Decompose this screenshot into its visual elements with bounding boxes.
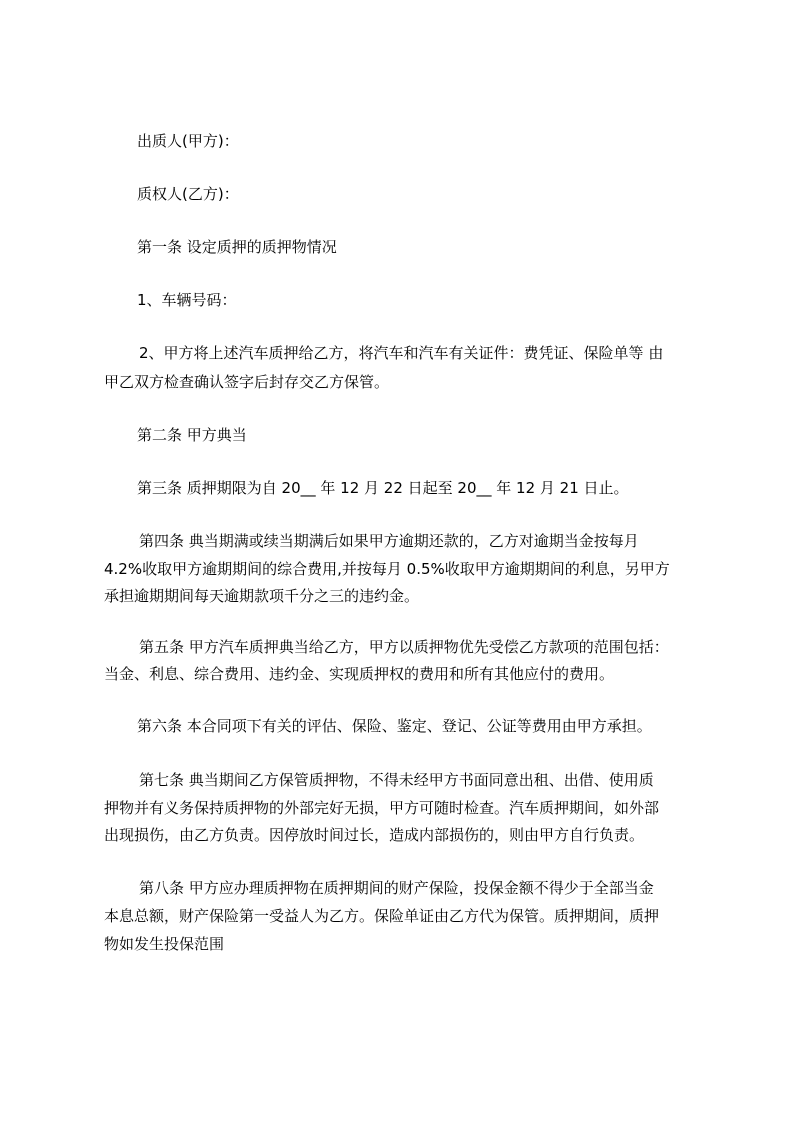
pledgee-line: 质权人(乙方)： [137, 185, 239, 203]
item-1-line: 1、车辆号码： [137, 291, 237, 309]
item-2-line-2: 甲乙双方检查确认签字后封存交乙方保管。 [104, 373, 390, 391]
article-3-line: 第三条 质押期限为自 20__ 年 12 月 22 日起至 20__ 年 12 月 21 日止。 [137, 479, 629, 497]
article-5-line-1: 第五条 甲方汽车质押典当给乙方，甲方以质押物优先受偿乙方款项的范围包括： [139, 638, 669, 656]
article-8-line-1: 第八条 甲方应办理质押物在质押期间的财产保险，投保金额不得少于全部当金 [139, 879, 654, 897]
pledgor-line: 出质人(甲方)： [137, 132, 239, 150]
article-5-line-2: 当金、利息、综合费用、违约金、实现质押权的费用和所有其他应付的费用。 [104, 665, 615, 683]
article-8-line-3: 物如发生投保范围 [104, 935, 225, 953]
article-8-line-2: 本息总额，财产保险第一受益人为乙方。保险单证由乙方代为保管。质押期间，质押 [104, 907, 660, 925]
article-7-line-3: 出现损伤，由乙方负责。因停放时间过长，造成内部损伤的，则由甲方自行负责。 [104, 826, 645, 844]
article-4-line-1: 第四条 典当期满或续当期满后如果甲方逾期还款的，乙方对逾期当金按每月 [139, 532, 639, 550]
article-4-line-3: 承担逾期期间每天逾期款项千分之三的违约金。 [104, 587, 420, 605]
article-1-heading: 第一条 设定质押的质押物情况 [137, 238, 337, 256]
article-7-line-2: 押物并有义务保持质押物的外部完好无损，甲方可随时检查。汽车质押期间，如外部 [104, 799, 660, 817]
article-2-line: 第二条 甲方典当 [137, 426, 247, 444]
article-6-line: 第六条 本合同项下有关的评估、保险、鉴定、登记、公证等费用由甲方承担。 [137, 717, 652, 735]
item-2-line-1: 2、甲方将上述汽车质押给乙方，将汽车和汽车有关证件：费凭证、保险单等 由 [139, 344, 664, 362]
article-7-line-1: 第七条 典当期间乙方保管质押物，不得未经甲方书面同意出租、出借、使用质 [139, 771, 654, 789]
article-4-line-2: 4.2%收取甲方逾期期间的综合费用,并按每月 0.5%收取甲方逾期期间的利息，另甲方 [104, 560, 670, 578]
